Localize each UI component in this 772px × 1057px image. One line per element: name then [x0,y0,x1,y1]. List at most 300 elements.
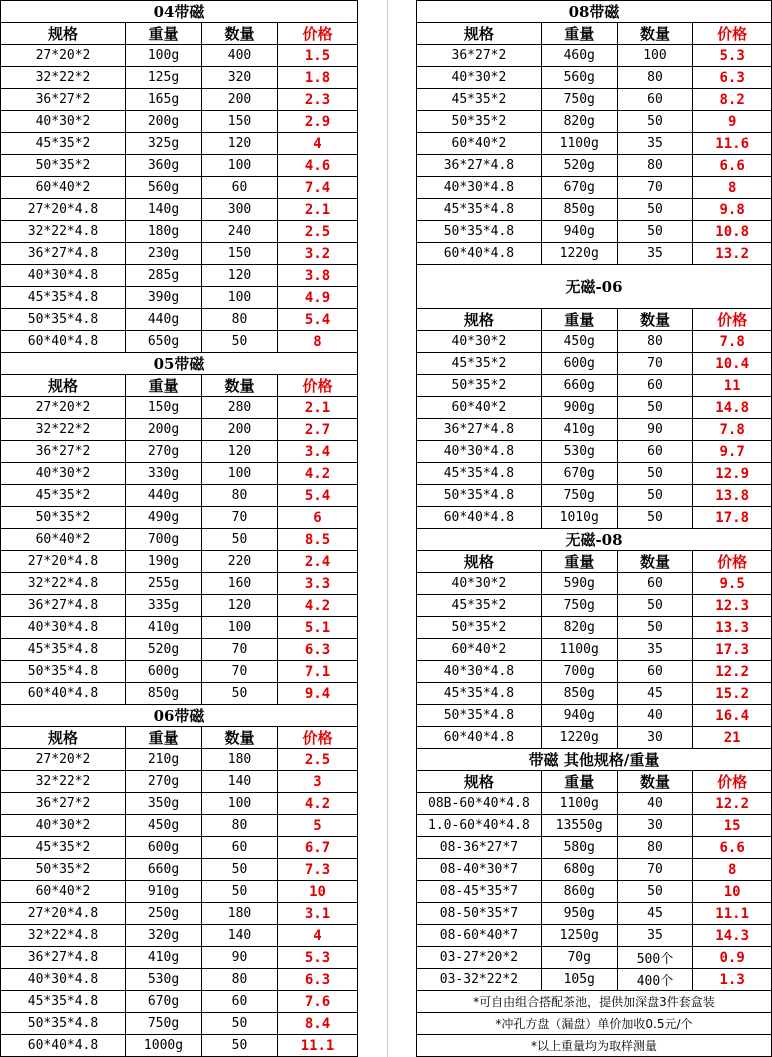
weight-cell: 1100g [541,639,617,661]
price-cell: 3.3 [278,573,358,595]
quantity-cell: 150 [202,111,278,133]
spec-cell: 50*35*4.8 [1,309,126,331]
spec-cell: 40*30*2 [1,111,126,133]
quantity-cell: 90 [202,947,278,969]
quantity-cell: 120 [202,441,278,463]
quantity-cell: 280 [202,397,278,419]
weight-cell: 850g [541,683,617,705]
table-row [1,133,358,155]
table-row [417,903,772,925]
table-row [417,793,772,815]
quantity-cell: 70 [617,859,693,881]
quantity-cell: 100 [202,617,278,639]
spec-cell: 45*35*2 [417,353,542,375]
quantity-cell: 40 [617,705,693,727]
spec-cell: 60*40*2 [417,639,542,661]
weight-cell: 590g [541,573,617,595]
spec-cell: 50*35*4.8 [417,705,542,727]
column-header-row [1,375,358,397]
price-cell: 7.4 [278,177,358,199]
quantity-cell: 400 [202,45,278,67]
quantity-cell: 50 [617,617,693,639]
weight-cell: 320g [126,925,202,947]
price-cell: 12.3 [693,595,772,617]
quantity-cell: 45 [617,683,693,705]
weight-cell: 450g [126,815,202,837]
price-cell: 4 [278,133,358,155]
price-cell: 2.9 [278,111,358,133]
column-header-pr: 价格 [278,727,358,749]
weight-cell: 100g [126,45,202,67]
quantity-cell: 35 [617,639,693,661]
weight-cell: 700g [126,529,202,551]
quantity-cell: 80 [617,155,693,177]
column-header-qty: 数量 [202,727,278,749]
table-row [1,67,358,89]
weight-cell: 460g [541,45,617,67]
spec-cell: 36*27*2 [417,45,542,67]
column-header-pr: 价格 [693,771,772,793]
price-cell: 15 [693,815,772,837]
spec-cell: 45*35*2 [1,133,126,155]
quantity-cell: 60 [202,837,278,859]
weight-cell: 210g [126,749,202,771]
table-row [1,683,358,705]
quantity-cell: 100 [202,155,278,177]
quantity-cell: 80 [617,331,693,353]
weight-cell: 750g [541,89,617,111]
table-row [417,661,772,683]
quantity-cell: 200 [202,89,278,111]
quantity-cell: 70 [202,639,278,661]
price-cell: 2.1 [278,397,358,419]
quantity-cell: 70 [617,177,693,199]
spec-cell: 60*40*4.8 [417,243,542,265]
column-header-wt: 重量 [541,551,617,573]
quantity-cell: 30 [617,727,693,749]
price-cell: 2.1 [278,199,358,221]
spec-cell: 40*30*4.8 [417,661,542,683]
column-header-spec: 规格 [1,375,126,397]
weight-cell: 190g [126,551,202,573]
weight-cell: 325g [126,133,202,155]
table-row [417,133,772,155]
table-row [1,111,358,133]
column-header-spec: 规格 [417,309,542,331]
quantity-cell: 60 [202,991,278,1013]
price-cell: 3.2 [278,243,358,265]
spec-cell: 27*20*2 [1,397,126,419]
table-row [417,727,772,749]
table-row [1,419,358,441]
table-row [417,925,772,947]
table-row [1,243,358,265]
column-header-spec: 规格 [1,23,126,45]
quantity-cell: 60 [617,573,693,595]
spec-cell: 32*22*2 [1,771,126,793]
price-cell: 1.8 [278,67,358,89]
spec-cell: 32*22*4.8 [1,573,126,595]
table-row [1,1013,358,1035]
price-cell: 17.8 [693,507,772,529]
table-row [1,89,358,111]
section-title-row [417,1,772,23]
weight-cell: 125g [126,67,202,89]
spec-cell: 40*30*4.8 [417,441,542,463]
table-row [1,507,358,529]
price-cell: 16.4 [693,705,772,727]
section-title-row [417,265,772,309]
section-title-row [1,705,358,727]
price-cell: 9.8 [693,199,772,221]
quantity-cell: 60 [617,661,693,683]
weight-cell: 1100g [541,793,617,815]
column-header-row [417,551,772,573]
left-price-table [0,0,358,1057]
weight-cell: 13550g [541,815,617,837]
price-cell: 11.1 [278,1035,358,1057]
quantity-cell: 35 [617,243,693,265]
quantity-cell: 70 [202,661,278,683]
table-row [417,837,772,859]
column-header-row [417,23,772,45]
weight-cell: 1220g [541,243,617,265]
column-header-wt: 重量 [126,727,202,749]
weight-cell: 820g [541,617,617,639]
weight-cell: 450g [541,331,617,353]
table-row [1,947,358,969]
spec-cell: 36*27*4.8 [1,595,126,617]
spec-cell: 60*40*4.8 [417,727,542,749]
quantity-cell: 50 [202,529,278,551]
table-row [1,309,358,331]
weight-cell: 330g [126,463,202,485]
price-cell: 9.4 [278,683,358,705]
price-cell: 14.8 [693,397,772,419]
weight-cell: 860g [541,881,617,903]
table-row [417,947,772,969]
quantity-cell: 50 [617,485,693,507]
spec-cell: 32*22*4.8 [1,925,126,947]
weight-cell: 670g [541,177,617,199]
table-row [1,903,358,925]
quantity-cell: 50 [202,881,278,903]
spec-cell: 27*20*2 [1,749,126,771]
price-cell: 11 [693,375,772,397]
price-cell: 11.1 [693,903,772,925]
quantity-cell: 100 [202,463,278,485]
weight-cell: 750g [541,595,617,617]
price-cell: 0.9 [693,947,772,969]
table-row [417,859,772,881]
price-cell: 6.3 [278,969,358,991]
quantity-cell: 50 [617,199,693,221]
quantity-cell: 120 [202,265,278,287]
column-header-qty: 数量 [617,551,693,573]
price-cell: 4.6 [278,155,358,177]
price-cell: 17.3 [693,639,772,661]
weight-cell: 200g [126,419,202,441]
price-cell: 7.6 [278,991,358,1013]
weight-cell: 335g [126,595,202,617]
column-header-spec: 规格 [417,23,542,45]
quantity-cell: 50 [617,221,693,243]
weight-cell: 140g [126,199,202,221]
spec-cell: 40*30*4.8 [1,969,126,991]
price-cell: 5.4 [278,485,358,507]
weight-cell: 360g [126,155,202,177]
table-row [417,155,772,177]
weight-cell: 410g [126,617,202,639]
quantity-cell: 30 [617,815,693,837]
table-row [417,617,772,639]
weight-cell: 70g [541,947,617,969]
spec-cell: 40*30*4.8 [1,265,126,287]
spec-cell: 60*40*2 [1,529,126,551]
table-row [417,375,772,397]
price-cell: 11.6 [693,133,772,155]
spec-cell: 08-45*35*7 [417,881,542,903]
table-row [1,595,358,617]
table-row [417,507,772,529]
table-row [1,617,358,639]
weight-cell: 670g [126,991,202,1013]
weight-cell: 230g [126,243,202,265]
price-cell: 4.2 [278,463,358,485]
table-row [1,991,358,1013]
table-row [417,683,772,705]
quantity-cell: 320 [202,67,278,89]
table-row [1,1035,358,1057]
weight-cell: 910g [126,881,202,903]
price-cell: 8.5 [278,529,358,551]
spec-cell: 40*30*2 [417,67,542,89]
table-row [1,45,358,67]
price-cell: 7.8 [693,419,772,441]
price-cell: 3.4 [278,441,358,463]
spec-cell: 40*30*2 [417,573,542,595]
spec-cell: 40*30*2 [417,331,542,353]
price-cell: 12.2 [693,793,772,815]
column-header-pr: 价格 [693,23,772,45]
spec-cell: 03-27*20*2 [417,947,542,969]
spec-cell: 45*35*4.8 [1,639,126,661]
quantity-cell: 80 [617,837,693,859]
price-cell: 6.3 [278,639,358,661]
quantity-cell: 240 [202,221,278,243]
spec-cell: 03-32*22*2 [417,969,542,991]
weight-cell: 490g [126,507,202,529]
spec-cell: 60*40*4.8 [1,1035,126,1057]
price-cell: 8.2 [693,89,772,111]
column-header-pr: 价格 [278,375,358,397]
price-cell: 13.3 [693,617,772,639]
spec-cell: 08-50*35*7 [417,903,542,925]
spec-cell: 50*35*2 [417,111,542,133]
spec-cell: 40*30*4.8 [417,177,542,199]
quantity-cell: 300 [202,199,278,221]
column-header-pr: 价格 [693,309,772,331]
spec-cell: 60*40*2 [417,133,542,155]
table-row [1,331,358,353]
weight-cell: 270g [126,441,202,463]
spec-cell: 45*35*4.8 [1,287,126,309]
weight-cell: 600g [126,661,202,683]
column-header-wt: 重量 [541,23,617,45]
price-cell: 3.1 [278,903,358,925]
column-header-wt: 重量 [541,309,617,331]
price-cell: 13.8 [693,485,772,507]
table-row [417,705,772,727]
weight-cell: 660g [126,859,202,881]
spec-cell: 36*27*2 [1,441,126,463]
price-cell: 4 [278,925,358,947]
table-row [1,881,358,903]
column-header-row [1,727,358,749]
spec-cell: 36*27*2 [1,793,126,815]
weight-cell: 940g [541,705,617,727]
column-header-row [1,23,358,45]
weight-cell: 580g [541,837,617,859]
table-row [417,353,772,375]
weight-cell: 950g [541,903,617,925]
spec-cell: 32*22*2 [1,67,126,89]
weight-cell: 255g [126,573,202,595]
weight-cell: 750g [126,1013,202,1035]
quantity-cell: 80 [202,485,278,507]
table-row [417,243,772,265]
note-text: *可自由组合搭配茶池，提供加深盘3件套盒装 [417,991,772,1013]
quantity-cell: 50 [202,1013,278,1035]
weight-cell: 1220g [541,727,617,749]
spec-cell: 45*35*2 [1,837,126,859]
quantity-cell: 70 [617,353,693,375]
weight-cell: 750g [541,485,617,507]
quantity-cell: 60 [202,177,278,199]
quantity-cell: 40 [617,793,693,815]
price-cell: 9.5 [693,573,772,595]
table-row [1,287,358,309]
quantity-cell: 140 [202,925,278,947]
price-cell: 4.9 [278,287,358,309]
column-header-row [417,309,772,331]
column-header-wt: 重量 [126,375,202,397]
table-row [417,331,772,353]
column-gap-gridline [387,0,388,1057]
weight-cell: 410g [126,947,202,969]
quantity-cell: 50 [617,881,693,903]
quantity-cell: 80 [202,815,278,837]
quantity-cell: 50 [617,397,693,419]
column-header-qty: 数量 [617,309,693,331]
quantity-cell: 180 [202,749,278,771]
table-row [417,67,772,89]
spec-cell: 08B-60*40*4.8 [417,793,542,815]
spec-cell: 27*20*2 [1,45,126,67]
weight-cell: 680g [541,859,617,881]
price-cell: 8 [278,331,358,353]
section-title: 08带磁 [417,1,772,23]
column-header-spec: 规格 [417,551,542,573]
price-cell: 9.7 [693,441,772,463]
quantity-cell: 50 [617,595,693,617]
price-cell: 10.8 [693,221,772,243]
table-row [1,793,358,815]
weight-cell: 1010g [541,507,617,529]
weight-cell: 410g [541,419,617,441]
price-cell: 2.7 [278,419,358,441]
spec-cell: 45*35*2 [417,89,542,111]
quantity-cell: 90 [617,419,693,441]
column-header-row [417,771,772,793]
quantity-cell: 100 [617,45,693,67]
spec-cell: 45*35*4.8 [417,199,542,221]
table-row [417,177,772,199]
table-row [417,485,772,507]
price-cell: 6.6 [693,837,772,859]
price-cell: 12.9 [693,463,772,485]
quantity-cell: 60 [617,375,693,397]
column-header-qty: 数量 [617,771,693,793]
weight-cell: 560g [126,177,202,199]
table-row [1,177,358,199]
price-cell: 3 [278,771,358,793]
table-row [1,441,358,463]
table-row [1,859,358,881]
section-title: 带磁 其他规格/重量 [417,749,772,771]
table-row [417,463,772,485]
quantity-cell: 140 [202,771,278,793]
column-header-spec: 规格 [417,771,542,793]
price-cell: 2.5 [278,221,358,243]
note-row [417,991,772,1013]
spec-cell: 08-60*40*7 [417,925,542,947]
quantity-cell: 35 [617,133,693,155]
weight-cell: 1250g [541,925,617,947]
weight-cell: 660g [541,375,617,397]
weight-cell: 670g [541,463,617,485]
quantity-cell: 160 [202,573,278,595]
column-header-spec: 规格 [1,727,126,749]
weight-cell: 165g [126,89,202,111]
spec-cell: 50*35*2 [1,507,126,529]
table-row [1,199,358,221]
quantity-cell: 35 [617,925,693,947]
price-cell: 21 [693,727,772,749]
weight-cell: 1100g [541,133,617,155]
spec-cell: 1.0-60*40*4.8 [417,815,542,837]
section-title-row [417,529,772,551]
weight-cell: 850g [541,199,617,221]
weight-cell: 150g [126,397,202,419]
price-cell: 6.7 [278,837,358,859]
price-cell: 3.8 [278,265,358,287]
price-cell: 4.2 [278,595,358,617]
price-cell: 5.3 [693,45,772,67]
quantity-cell: 60 [617,441,693,463]
spec-cell: 32*22*4.8 [1,221,126,243]
table-row [417,639,772,661]
table-row [1,639,358,661]
table-row [417,111,772,133]
quantity-cell: 50 [617,507,693,529]
price-cell: 1.3 [693,969,772,991]
spec-cell: 36*27*4.8 [417,155,542,177]
quantity-cell: 80 [202,969,278,991]
spec-cell: 45*35*4.8 [417,463,542,485]
table-row [1,573,358,595]
weight-cell: 530g [126,969,202,991]
